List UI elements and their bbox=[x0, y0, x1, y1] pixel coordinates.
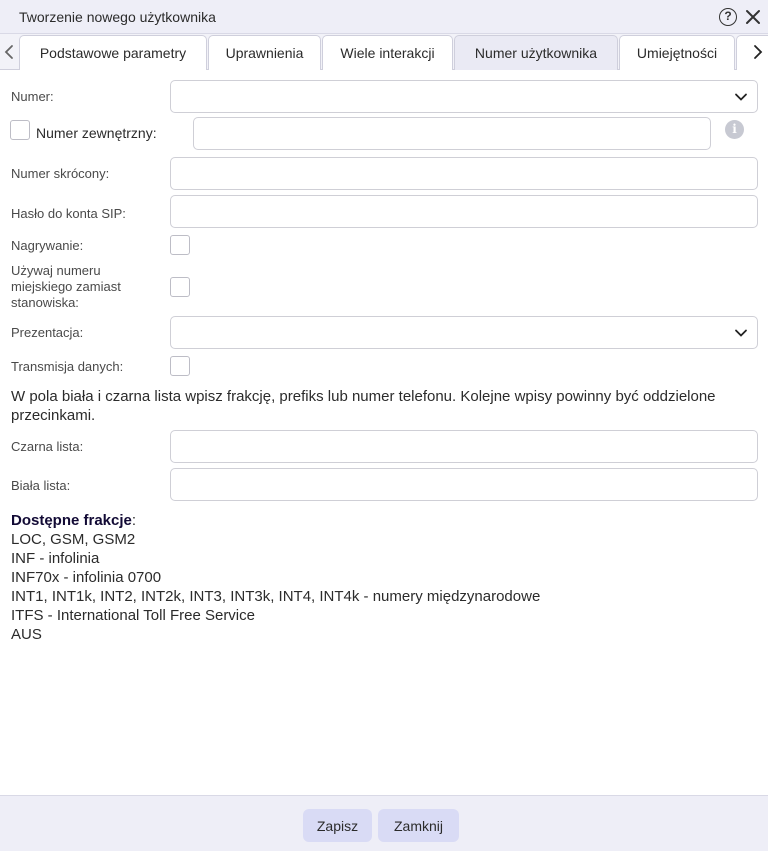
list-item: ITFS - International Toll Free Service bbox=[11, 607, 255, 624]
chevron-left-icon[interactable] bbox=[1, 40, 17, 64]
blacklist-label: Czarna lista: bbox=[11, 439, 84, 454]
tab-user-number[interactable]: Numer użytkownika bbox=[454, 35, 618, 70]
external-number-checkbox[interactable] bbox=[10, 120, 30, 140]
tab-basic-parameters[interactable]: Podstawowe parametry bbox=[19, 35, 207, 70]
short-number-input[interactable] bbox=[170, 157, 758, 190]
chevron-right-icon[interactable] bbox=[750, 40, 766, 64]
short-number-label: Numer skrócony: bbox=[11, 166, 110, 181]
fractions-heading: Dostępne frakcje: bbox=[11, 512, 137, 529]
data-transmission-label: Transmisja danych: bbox=[11, 359, 124, 374]
tab-multiple-interactions[interactable]: Wiele interakcji bbox=[322, 35, 453, 70]
dialog-titlebar bbox=[0, 0, 768, 34]
list-item: INF - infolinia bbox=[11, 550, 100, 567]
number-select[interactable] bbox=[170, 80, 758, 113]
chevron-down-icon bbox=[734, 90, 748, 104]
fractions-list bbox=[11, 530, 540, 644]
close-icon[interactable] bbox=[744, 8, 762, 26]
use-city-number-label: Używaj numeru miejskiego zamiast stanowiska: bbox=[11, 263, 121, 310]
recording-label: Nagrywanie: bbox=[11, 238, 84, 253]
use-city-number-checkbox[interactable] bbox=[170, 277, 190, 297]
presentation-label: Prezentacja: bbox=[11, 325, 84, 340]
tab-bar bbox=[0, 34, 768, 70]
close-button[interactable]: Zamknij bbox=[378, 809, 459, 842]
list-item: INF70x - infolinia 0700 bbox=[11, 569, 162, 586]
sip-password-label: Hasło do konta SIP: bbox=[11, 206, 126, 221]
whitelist-input[interactable] bbox=[170, 468, 758, 501]
tab-permissions[interactable]: Uprawnienia bbox=[208, 35, 321, 70]
whitelist-label: Biała lista: bbox=[11, 478, 71, 493]
data-transmission-checkbox[interactable] bbox=[170, 356, 190, 376]
chevron-down-icon bbox=[734, 326, 748, 340]
external-number-label: Numer zewnętrzny: bbox=[36, 125, 157, 141]
save-button[interactable]: Zapisz bbox=[303, 809, 372, 842]
tab-skills[interactable]: Umiejętności bbox=[619, 35, 735, 70]
sip-password-input[interactable] bbox=[170, 195, 758, 228]
dialog-footer bbox=[0, 795, 768, 851]
info-icon[interactable]: i bbox=[725, 120, 744, 139]
list-item: LOC, GSM, GSM2 bbox=[11, 531, 136, 548]
question-circle-icon[interactable]: ? bbox=[719, 8, 737, 26]
presentation-select[interactable] bbox=[170, 316, 758, 349]
blacklist-input[interactable] bbox=[170, 430, 758, 463]
external-number-input[interactable] bbox=[193, 117, 711, 150]
list-item: INT1, INT1k, INT2, INT2k, INT3, INT3k, INT4, INT4k - numery międzynarodowe bbox=[11, 588, 541, 605]
number-label: Numer: bbox=[11, 89, 54, 104]
list-instructions: W pola biała i czarna lista wpisz frakcję, prefiks lub numer telefonu. Kolejne wpisy powinny być oddzielone przecinkami. bbox=[11, 388, 716, 424]
recording-checkbox[interactable] bbox=[170, 235, 190, 255]
dialog-title: Tworzenie nowego użytkownika bbox=[19, 9, 216, 25]
list-item: AUS bbox=[11, 626, 42, 643]
